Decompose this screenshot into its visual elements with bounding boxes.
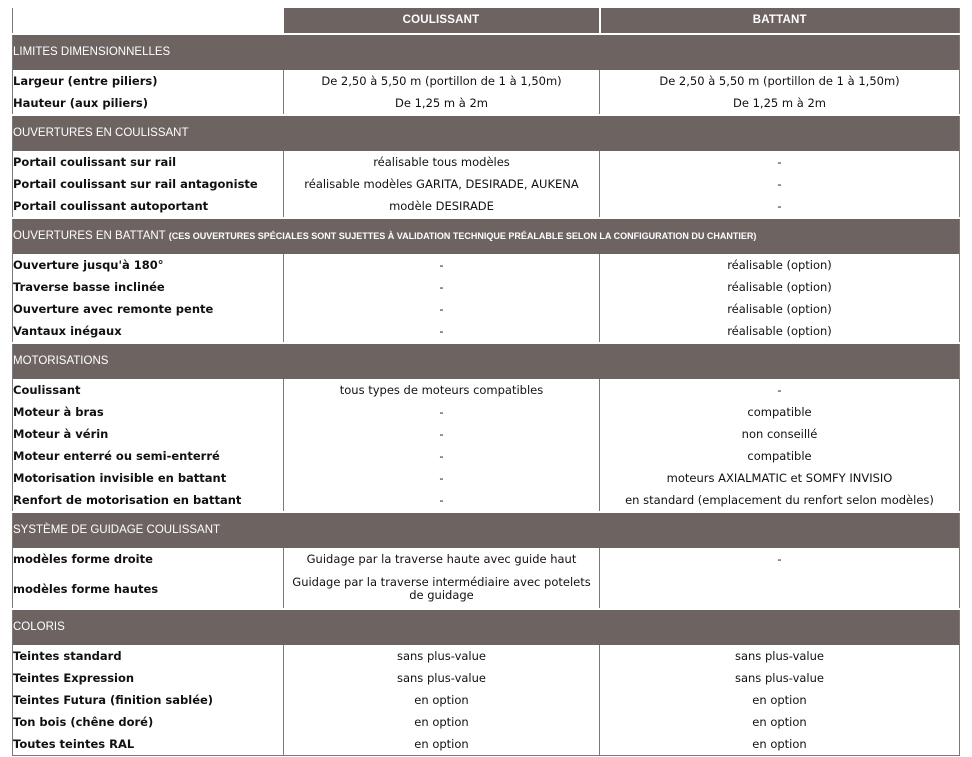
section-note: (CES OUVERTURES SPÉCIALES SONT SUJETTES À VALIDATION TECHNIQUE PRÉALABLE SELON LA CONFIGURATION DU CHANTIER) (168, 231, 757, 241)
section-title-cell (13, 115, 960, 151)
table-row (13, 489, 960, 512)
column-header-row (13, 8, 960, 34)
section-title-cell (13, 512, 960, 548)
cell-battant: moteurs AXIALMATIC et SOMFY INVISIO (666, 470, 893, 485)
row-label: Ton bois (chêne doré) (13, 711, 284, 733)
row-label: Portail coulissant sur rail antagoniste (13, 173, 284, 195)
cell-coulissant: en option (284, 689, 600, 711)
comparison-table (12, 8, 960, 756)
section-title: SYSTÈME DE GUIDAGE COULISSANT (13, 524, 221, 536)
table-row (13, 645, 960, 667)
section-header (13, 512, 960, 548)
cell-battant: réalisable (option) (727, 279, 832, 294)
row-label: Ouverture jusqu'à 180° (13, 254, 284, 276)
cell-coulissant: - (284, 467, 600, 489)
cell-battant: réalisable (option) (727, 301, 832, 316)
table-row (13, 423, 960, 445)
row-label: Moteur à vérin (13, 423, 284, 445)
table-row (13, 70, 960, 92)
section-title-cell (13, 343, 960, 379)
cell-coulissant: Guidage par la traverse haute avec guide haut (284, 548, 600, 570)
cell-battant: - (777, 154, 782, 169)
section-title-cell (13, 609, 960, 645)
cell-coulissant: réalisable tous modèles (284, 151, 600, 173)
row-label: Moteur à bras (13, 401, 284, 423)
cell-coulissant: - (284, 254, 600, 276)
cell-coulissant: De 1,25 m à 2m (284, 92, 600, 115)
cell-coulissant: Guidage par la traverse intermédiaire avec potelets de guidage (284, 570, 600, 609)
cell-battant: sans plus-value (734, 670, 824, 685)
cell-battant: en standard (emplacement du renfort selon modèles) (625, 492, 934, 507)
table-row (13, 320, 960, 343)
cell-battant: De 1,25 m à 2m (733, 95, 826, 110)
section-title: MOTORISATIONS (13, 355, 109, 367)
cell-coulissant: - (284, 298, 600, 320)
section-title: LIMITES DIMENSIONNELLES (13, 46, 171, 58)
cell-coulissant: - (284, 445, 600, 467)
section-title-cell (13, 218, 960, 254)
cell-battant: réalisable (option) (727, 257, 832, 272)
table-row (13, 401, 960, 423)
cell-coulissant: - (284, 276, 600, 298)
row-label: Teintes Expression (13, 667, 284, 689)
cell-battant: - (777, 176, 782, 191)
row-label: Moteur enterré ou semi-enterré (13, 445, 284, 467)
table-row (13, 445, 960, 467)
row-label: Teintes standard (13, 645, 284, 667)
cell-battant: sans plus-value (734, 648, 824, 663)
table-row (13, 467, 960, 489)
cell-battant: réalisable (option) (727, 323, 832, 338)
section-title: OUVERTURES EN COULISSANT (13, 127, 189, 139)
row-label: Traverse basse inclinée (13, 276, 284, 298)
cell-battant: non conseillé (741, 426, 818, 441)
row-label: modèles forme hautes (13, 570, 284, 609)
cell-battant (600, 570, 960, 609)
row-label: Portail coulissant sur rail (13, 151, 284, 173)
cell-coulissant: en option (284, 711, 600, 733)
section-title: COLORIS (13, 621, 65, 633)
cell-battant: en option (600, 733, 960, 756)
table-row (13, 548, 960, 570)
row-label: Largeur (entre piliers) (13, 70, 284, 92)
cell-battant: compatible (747, 448, 812, 463)
section-title-cell (13, 34, 960, 70)
cell-coulissant: - (284, 320, 600, 343)
section-header (13, 218, 960, 254)
header-blank-cell (13, 8, 284, 34)
cell-battant: en option (752, 714, 807, 729)
cell-battant: - (777, 198, 782, 213)
table-row (13, 667, 960, 689)
section-header (13, 609, 960, 645)
cell-coulissant: sans plus-value (284, 645, 600, 667)
row-label: Motorisation invisible en battant (13, 467, 284, 489)
table-row (13, 379, 960, 401)
cell-coulissant: tous types de moteurs compatibles (284, 379, 600, 401)
table-row (13, 711, 960, 733)
cell-battant: en option (752, 692, 807, 707)
cell-battant: De 2,50 à 5,50 m (portillon de 1 à 1,50m) (659, 73, 900, 88)
cell-coulissant: réalisable modèles GARITA, DESIRADE, AUKENA (284, 173, 600, 195)
cell-battant: - (777, 382, 782, 397)
cell-coulissant: De 2,50 à 5,50 m (portillon de 1 à 1,50m) (284, 70, 600, 92)
table-row (13, 570, 960, 609)
section-header (13, 343, 960, 379)
row-label: modèles forme droite (13, 548, 284, 570)
row-label: Toutes teintes RAL (13, 733, 284, 756)
cell-coulissant: - (284, 489, 600, 512)
table-row (13, 733, 960, 756)
table-row (13, 298, 960, 320)
section-header (13, 115, 960, 151)
section-header (13, 34, 960, 70)
table-row (13, 276, 960, 298)
cell-coulissant: sans plus-value (284, 667, 600, 689)
row-label: Renfort de motorisation en battant (13, 489, 284, 512)
row-label: Vantaux inégaux (13, 320, 284, 343)
row-label: Teintes Futura (finition sablée) (13, 689, 284, 711)
cell-coulissant: - (284, 423, 600, 445)
cell-battant: compatible (747, 404, 812, 419)
cell-coulissant: en option (284, 733, 600, 756)
table-row (13, 195, 960, 218)
table-row (13, 92, 960, 115)
table-row (13, 689, 960, 711)
column-header-battant: BATTANT (600, 8, 960, 34)
section-title: OUVERTURES EN BATTANT (13, 230, 166, 242)
row-label: Coulissant (13, 379, 284, 401)
table-row (13, 173, 960, 195)
column-header-coulissant: COULISSANT (284, 8, 600, 34)
cell-battant: - (777, 551, 782, 566)
cell-coulissant: - (284, 401, 600, 423)
table-row (13, 254, 960, 276)
table-row (13, 151, 960, 173)
row-label: Portail coulissant autoportant (13, 195, 284, 218)
row-label: Hauteur (aux piliers) (13, 92, 284, 115)
row-label: Ouverture avec remonte pente (13, 298, 284, 320)
cell-coulissant: modèle DESIRADE (284, 195, 600, 218)
